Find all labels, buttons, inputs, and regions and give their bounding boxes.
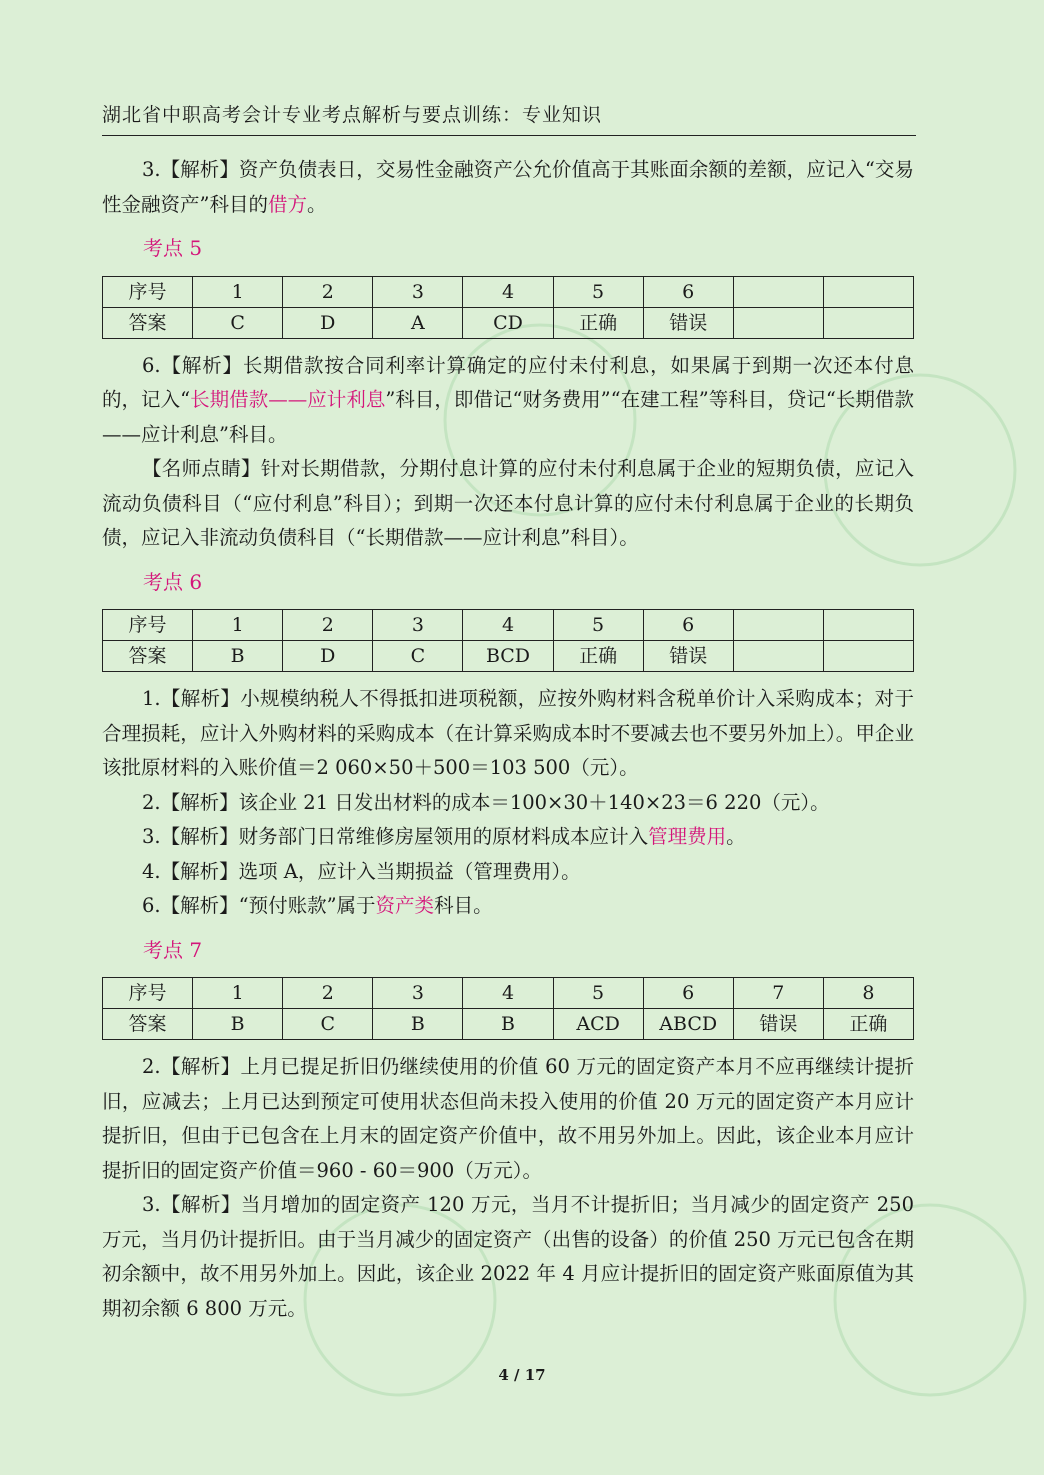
table-cell: 错误 [733,1009,823,1040]
table-cell: 正确 [553,307,643,338]
table-cell: 5 [553,610,643,641]
table-cell: 6 [643,276,733,307]
answer-table-kaodian6 [102,609,914,672]
table-cell [823,610,913,641]
answer-table-kaodian7 [102,977,914,1040]
section-title-kaodian5: 考点 5 [143,236,203,260]
table-cell: 4 [463,610,553,641]
table-row [103,978,914,1009]
table-cell: B [373,1009,463,1040]
table-cell: 1 [193,276,283,307]
table-cell: D [283,307,373,338]
table-cell: B [193,1009,283,1040]
table-cell: 序号 [103,978,193,1009]
table-cell: 正确 [553,641,643,672]
table-cell: 6 [643,978,733,1009]
table-cell: 答案 [103,1009,193,1040]
table-cell: 5 [553,276,643,307]
section-title-kaodian6: 考点 6 [143,569,203,594]
table-cell: BCD [463,641,553,672]
page-header: 湖北省中职高考会计专业考点解析与要点训练：专业知识 [102,100,916,136]
table-cell: 4 [463,276,553,307]
table-cell: ABCD [643,1009,733,1040]
table-cell: A [373,307,463,338]
paragraph: 1.【解析】小规模纳税人不得抵扣进项税额，应按外购材料含税单价计入采购成本；对于合理损耗，应计入外购材料的采购成本（在计算采购成本时不要减去也不要另外加上）。甲企业该批原材料的入账价值＝2 060×50＋500＝103 500（元）。 [102,687,914,779]
table-cell: D [283,641,373,672]
table-row [103,276,914,307]
table-cell: 8 [823,978,913,1009]
paragraph: 3.【解析】财务部门日常维修房屋领用的原材料成本应计入管理费用。 [142,825,746,848]
table-cell: 序号 [103,610,193,641]
table-cell [733,610,823,641]
table-cell: 5 [553,978,643,1009]
table-row [103,307,914,338]
table-cell: 3 [373,276,463,307]
table-row [103,641,914,672]
paragraph: 2.【解析】上月已提足折旧仍继续使用的价值 60 万元的固定资产本月不应再继续计提折旧，应减去；上月已达到预定可使用状态但尚未投入使用的价值 20 万元的固定资产本月应计提折旧，但由于已包含在上月末的固定资产价值中，故不用另外加上。因此，该企业本月应计提折旧的固定资产价值＝960 - 60＝900（万元）。 [102,1055,914,1182]
table-cell [823,276,913,307]
paragraph: 【名师点睛】针对长期借款，分期付息计算的应付未付利息属于企业的短期负债，应记入流动负债科目（“应付利息”科目）；到期一次还本付息计算的应付未付利息属于企业的长期负债，应记入非流动负债科目（“长期借款——应计利息”科目）。 [102,457,914,549]
table-row [103,610,914,641]
highlight-text: 长期借款——应计利息 [190,388,386,411]
paragraph: 2.【解析】该企业 21 日发出材料的成本＝100×30＋140×23＝6 220（元）。 [142,790,830,814]
section-title-kaodian7: 考点 7 [143,937,203,962]
table-cell: 答案 [103,307,193,338]
table-cell: B [193,641,283,672]
table-row [103,1009,914,1040]
table-cell: 3 [373,610,463,641]
answer-table-kaodian5 [102,276,914,339]
table-cell: 7 [733,978,823,1009]
table-cell: 4 [463,978,553,1009]
table-cell [733,641,823,672]
page-number: 4 / 17 [498,1366,546,1384]
highlight-text: 借方 [267,192,307,216]
table-cell: C [283,1009,373,1040]
table-cell: 正确 [823,1009,913,1040]
highlight-text: 管理费用 [648,825,727,848]
highlight-text: 资产类 [375,894,435,917]
table-cell: 3 [373,978,463,1009]
table-cell: CD [463,307,553,338]
table-cell: ACD [553,1009,643,1040]
table-cell: 1 [193,610,283,641]
table-cell: B [463,1009,553,1040]
table-cell: 6 [643,610,733,641]
table-cell: 2 [283,978,373,1009]
table-cell: 错误 [643,307,733,338]
table-cell [733,276,823,307]
paragraph: 6.【解析】长期借款按合同利率计算确定的应付未付利息，如果属于到期一次还本付息的，记入“长期借款——应计利息”科目，即借记“财务费用”“在建工程”等科目，贷记“长期借款——应计利息”科目。 [102,353,914,446]
table-cell: 1 [193,978,283,1009]
main-content [102,153,914,1326]
table-cell: 2 [283,610,373,641]
paragraph: 3.【解析】资产负债表日，交易性金融资产公允价值高于其账面余额的差额，应记入“交易性金融资产”科目的借方。 [102,158,914,216]
table-cell: 错误 [643,641,733,672]
table-cell [823,307,913,338]
paragraph: 3.【解析】当月增加的固定资产 120 万元，当月不计提折旧；当月减少的固定资产 250 万元，当月仍计提折旧。由于当月减少的固定资产（出售的设备）的价值 250 万元已包含在期初余额中，故不用另外加上。因此，该企业 2022 年 4 月应计提折旧的固定资产账面原值为其期初余额 6 800 万元。 [102,1193,914,1320]
table-cell [733,307,823,338]
table-cell: C [373,641,463,672]
table-cell: 答案 [103,641,193,672]
table-cell [823,641,913,672]
paragraph: 6.【解析】“预付账款”属于资产类科目。 [142,894,493,917]
table-cell: C [193,307,283,338]
table-cell: 序号 [103,276,193,307]
paragraph: 4.【解析】选项 A，应计入当期损益（管理费用）。 [142,859,581,883]
table-cell: 2 [283,276,373,307]
